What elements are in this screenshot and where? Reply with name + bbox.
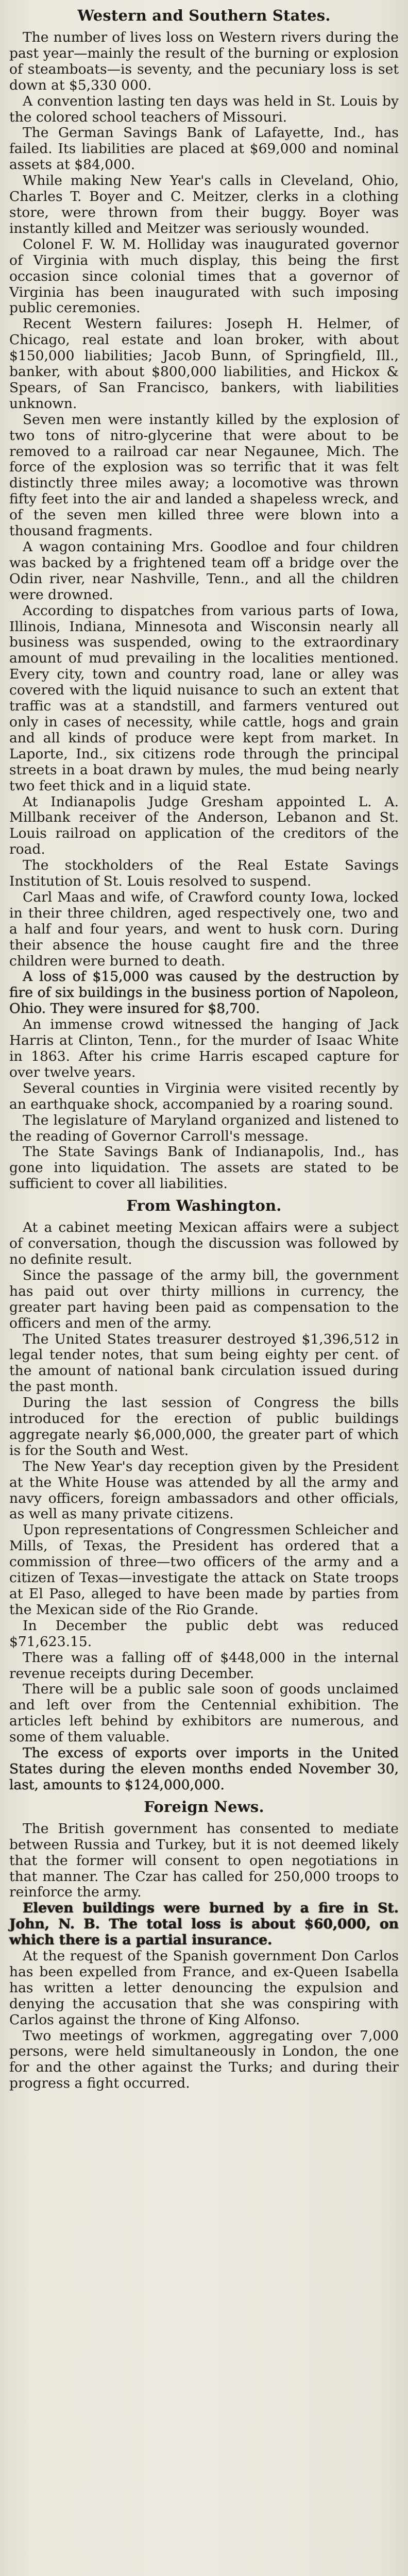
section-heading: From Washington. bbox=[126, 1197, 282, 1215]
news-item: Colonel F. W. M. Holliday was inaugurated governor of Virginia with much display, this being the first occasion since colonial times that a governor of Virginia has been inaugurated with such imposing public ceremonies. bbox=[9, 236, 399, 316]
news-item: In December the public debt was reduced $71,623.15. bbox=[9, 1617, 399, 1650]
news-item: A wagon containing Mrs. Goodloe and four children was backed by a frightened team off a bridge over the Odin river, near Nashville, Tenn., and all the children were drowned. bbox=[9, 539, 399, 603]
section-heading: Western and Southern States. bbox=[77, 7, 331, 24]
news-item: The excess of exports over imports in the United States during the eleven months ended November 30, last, amounts to $124,000,000. bbox=[9, 1745, 399, 1793]
section-foreign-news bbox=[9, 1797, 399, 2092]
news-item: An immense crowd witnessed the hanging of Jack Harris at Clinton, Tenn., for the murder of Isaac White in 1863. After his crime Harris escaped capture for over twelve years. bbox=[9, 1016, 399, 1080]
news-item: The New Year's day reception given by the President at the White House was attended by all the army and navy officers, foreign ambassadors and other officials, as well as many private citizens. bbox=[9, 1458, 399, 1522]
news-item: Two meetings of workmen, aggregating over 7,000 persons, were held simultaneously in London, the one for and the other against the Turks; and during their progress a fight occurred. bbox=[9, 2027, 399, 2092]
news-item: Seven men were instantly killed by the explosion of two tons of nitro-glycerine that were about to be removed to a railroad car near Negaunee, Mich. The force of the explosion was so terrific that it was felt distinctly three miles away; a locomotive was thrown fifty feet into the air and landed a shapeless wreck, and of the seven men killed three were blown into a thousand fragments. bbox=[9, 411, 399, 539]
news-item: The German Savings Bank of Lafayette, Ind., has failed. Its liabilities are placed at $69,000 and nominal assets at $84,000. bbox=[9, 125, 399, 173]
news-item: A loss of $15,000 was caused by the destruction by fire of six buildings in the business portion of Napoleon, Ohio. They were insured for $8,700. bbox=[9, 969, 399, 1017]
news-item: Eleven buildings were burned by a fire in St. John, N. B. The total loss is about $60,000, on which there is a partial insurance. bbox=[9, 1900, 399, 1948]
news-item: The number of lives loss on Western rivers during the past year—mainly the result of the burning or explosion of steamboats—is seventy, and the pecuniary loss is set down at $5,330 000. bbox=[9, 29, 399, 93]
news-item: Carl Maas and wife, of Crawford county Iowa, locked in their three children, aged respectively one, two and a half and four years, and went to husk corn. During their absence the house caught fire and the three children were burned to death. bbox=[9, 889, 399, 969]
section-washington bbox=[9, 1195, 399, 1793]
news-item: Several counties in Virginia were visited recently by an earthquake shock, accompanied by a roaring sound. bbox=[9, 1080, 399, 1112]
news-item: There was a falling off of $448,000 in the internal revenue receipts during December. bbox=[9, 1649, 399, 1682]
news-item: According to dispatches from various parts of Iowa, Illinois, Indiana, Minnesota and Wisconsin nearly all business was suspended, owing to the extraordinary amount of mud prevailing in the localities mentioned. Every city, town and country road, lane or alley was covered with the liquid nuisance to such an extent that traffic was at a standstill, and farmers ventured out only in cases of necessity, while cattle, hogs and grain and all kinds of produce were kept from market. In Laporte, Ind., six citizens rode through the principal streets in a boat drawn by mules, the mud being nearly two feet thick and in a liquid state. bbox=[9, 602, 399, 794]
news-item: The stockholders of the Real Estate Savings Institution of St. Louis resolved to suspend. bbox=[9, 857, 399, 890]
news-item: At Indianapolis Judge Gresham appointed L. A. Millbank receiver of the Anderson, Lebanon and St. Louis railroad on application of the creditors of the road. bbox=[9, 793, 399, 858]
news-item: Upon representations of Congressmen Schleicher and Mills, of Texas, the President has ordered that a commission of three—two officers of the army and a citizen of Texas—investigate the attack on State troops at El Paso, alleged to have been made by parties from the Mexican side of the Rio Grande. bbox=[9, 1522, 399, 1618]
news-item: A convention lasting ten days was held in St. Louis by the colored school teachers of Missouri. bbox=[9, 93, 399, 125]
section-western-southern bbox=[9, 5, 399, 1192]
news-item: The legislature of Maryland organized and listened to the reading of Governor Carroll's message. bbox=[9, 1112, 399, 1144]
news-item: Recent Western failures: Joseph H. Helmer, of Chicago, real estate and loan broker, with about $150,000 liabilities; Jacob Bunn, of Springfield, Ill., banker, with about $800,000 liabilities, and Hickox & Spears, of San Francisco, bankers, with liabilities unknown. bbox=[9, 316, 399, 412]
news-item: The British government has consented to mediate between Russia and Turkey, but it is not deemed likely that the former will consent to open negotiations in that manner. The Czar has called for 250,000 troops to reinforce the army. bbox=[9, 1820, 399, 1901]
news-item: During the last session of Congress the bills introduced for the erection of public buildings aggregate nearly $6,000,000, the greater part of which is for the South and West. bbox=[9, 1395, 399, 1459]
news-item: At a cabinet meeting Mexican affairs were a subject of conversation, though the discussion was followed by no definite result. bbox=[9, 1219, 399, 1267]
news-item: At the request of the Spanish government Don Carlos has been expelled from France, and ex-Queen Isabella has written a letter denouncing the expulsion and denying the accusation that she was conspiring with Carlos against the throne of King Alfonso. bbox=[9, 1948, 399, 2028]
news-item: While making New Year's calls in Cleveland, Ohio, Charles T. Boyer and C. Meitzer, clerks in a clothing store, were thrown from their buggy. Boyer was instantly killed and Meitzer was seriously wounded. bbox=[9, 173, 399, 236]
news-item: The State Savings Bank of Indianapolis, Ind., has gone into liquidation. The assets are stated to be sufficient to cover all liabilities. bbox=[9, 1144, 399, 1192]
news-item: The United States treasurer destroyed $1,396,512 in legal tender notes, that sum being eighty per cent. of the amount of national bank circulation issued during the past month. bbox=[9, 1331, 399, 1395]
news-item: Since the passage of the army bill, the government has paid out over thirty millions in currency, the greater part having been paid as compensation to the officers and men of the army. bbox=[9, 1267, 399, 1331]
section-heading: Foreign News. bbox=[144, 1798, 264, 1816]
news-item: There will be a public sale soon of goods unclaimed and left over from the Centennial exhibition. The articles left behind by exhibitors are numerous, and some of them valuable. bbox=[9, 1681, 399, 1745]
news-column bbox=[9, 2, 399, 2092]
